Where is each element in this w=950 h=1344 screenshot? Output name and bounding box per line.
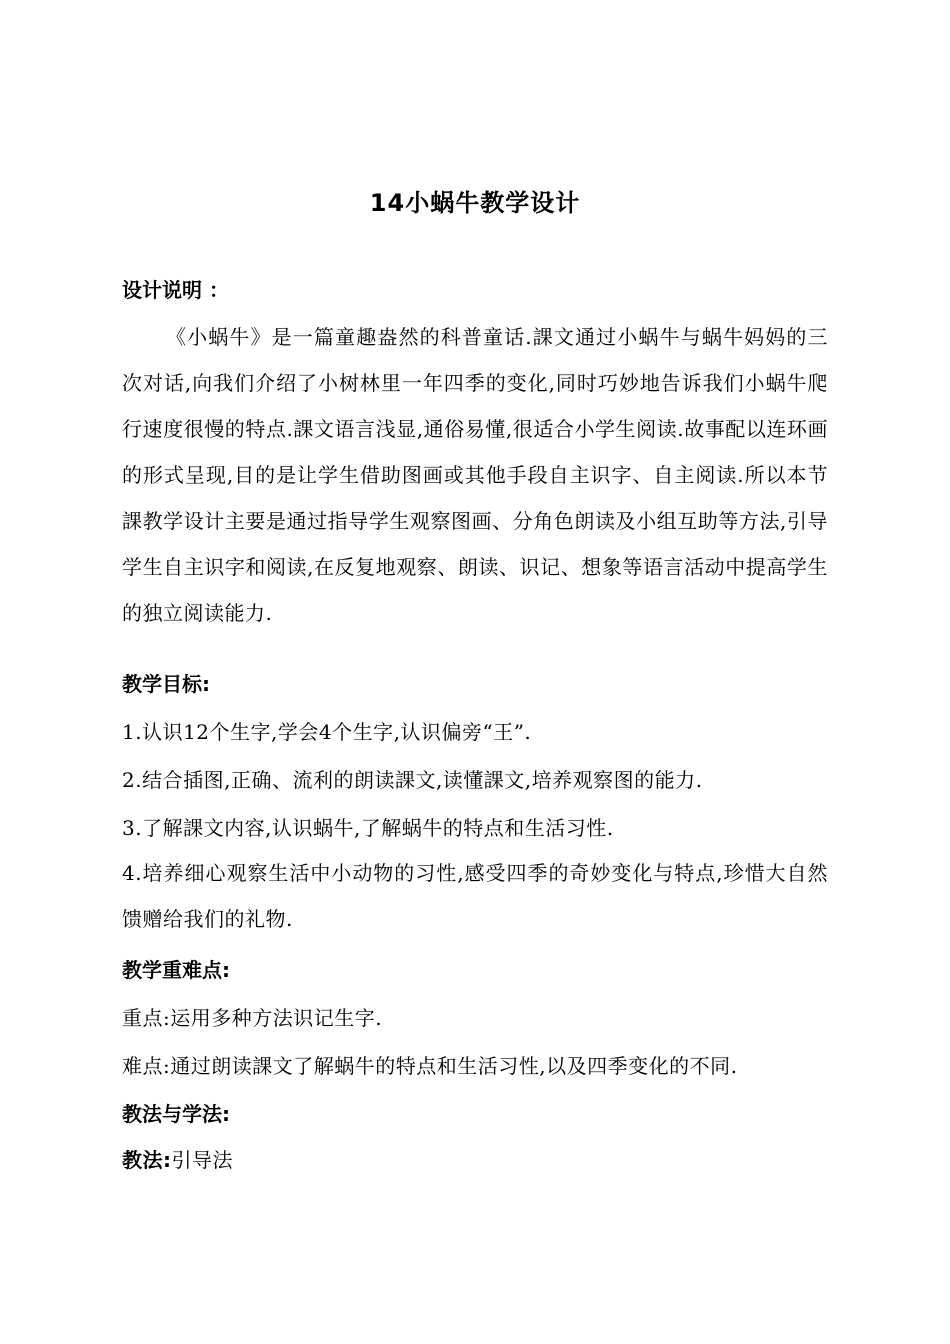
goal-item-1: 1.认识12个生字,学会4个生字,认识偏旁“王”. [122,720,532,744]
teaching-method-value: 引导法 [171,1148,233,1172]
goal-item-4: 4.培养细心观察生活中小动物的习性,感受四季的奇妙变化与特点,珍惜大自然馈赠给我们的礼物. [122,861,828,931]
difficulty-point: 难点:通过朗读課文了解蜗牛的特点和生活习性,以及四季变化的不同. [122,1054,738,1078]
focus-point: 重点:运用多种方法识记生字. [122,1006,383,1030]
goal-item-2: 2.结合插图,正确、流利的朗读課文,读懂課文,培养观察图的能力. [122,768,703,792]
design-note-heading: 设计说明 ： [122,278,229,302]
document-title: 14小蜗牛教学设计 [369,189,581,217]
design-note-body: 《小蜗牛》是一篇童趣盎然的科普童话.課文通过小蜗牛与蜗牛妈妈的三次对话,向我们介绍了小树林里一年四季的变化,同时巧妙地告诉我们小蜗牛爬行速度很慢的特点.課文语言浅显,通俗易懂,很适合小学生阅读.故事配以连环画的形式呈现,目的是让学生借助图画或其他手段自主识字、自主阅读.所以本节課教学设计主要是通过指导学生观察图画、分角色朗读及小组互助等方法,引导学生自主识字和阅读,在反复地观察、朗读、识记、想象等语言活动中提高学生的独立阅读能力. [122,325,828,625]
goals-heading: 教学目标: [122,672,210,696]
teaching-method [122,1146,828,1174]
key-points-heading: 教学重难点: [122,958,230,982]
goal-item-3: 3.了解課文内容,认识蜗牛,了解蜗牛的特点和生活习性. [122,816,614,840]
methods-heading: 教法与学法: [122,1102,230,1126]
teaching-method-label: 教法: [122,1148,172,1172]
